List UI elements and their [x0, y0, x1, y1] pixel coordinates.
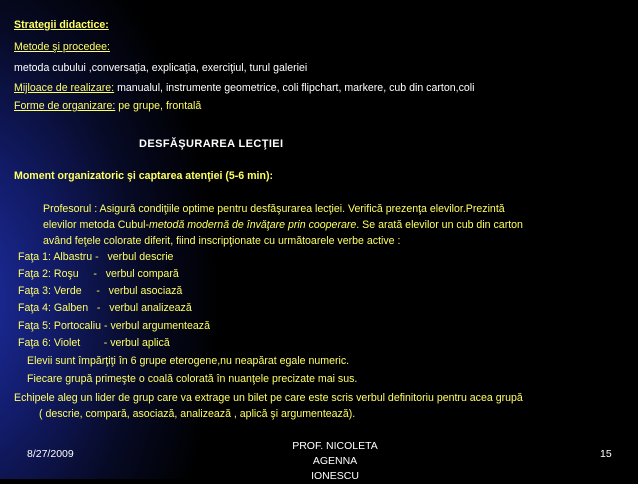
para1-line3: având feţele colorate diferit, fiind inscripţionate cu următoarele verbe active :: [43, 235, 401, 247]
echipele-line1: Echipele aleg un lider de grup care va extrage un bilet pe care este scris verbul definitoriu pentru acea grupă: [14, 392, 523, 404]
footer-author: [270, 439, 400, 484]
footer-author-line2: IONESCU: [311, 470, 359, 482]
lesson-heading: DESFĂŞURAREA LECŢIEI: [139, 138, 284, 150]
echipele-line2: ( descrie, compară, asociază, analizează , aplică şi argumentează).: [39, 408, 356, 420]
forme-line: [14, 100, 201, 113]
face-5: Faţa 5: Portocaliu - verbul argumentează: [18, 320, 210, 332]
footer-date: 8/27/2009: [27, 448, 74, 460]
strategii-heading: Strategii didactice:: [14, 19, 109, 31]
face-4: Faţa 4: Galben - verbul analizează: [18, 302, 192, 314]
mijloace-label: Mijloace de realizare:: [14, 82, 115, 94]
face-2: Faţa 2: Roşu - verbul compară: [18, 268, 179, 280]
footer-author-line1: PROF. NICOLETA AGENNA: [292, 440, 378, 467]
metode-text: metoda cubului ,conversaţia, explicaţia, exerciţiul, turul galeriei: [14, 62, 308, 74]
moment-heading: Moment organizatoric şi captarea atenţiei (5-6 min):: [14, 170, 274, 182]
para1-line1: Profesorul : Asigură condiţiile optime pentru desfăşurarea lecţiei. Verifică prezenţa elevilor.Prezintă: [43, 203, 505, 215]
para1-line2-italic: metodă modernă de învăţare prin cooperare: [149, 219, 357, 231]
fiecare-line: Fiecare grupă primeşte o coală colorată în nuanţele precizate mai sus.: [27, 373, 358, 385]
footer-page-number: 15: [600, 448, 612, 460]
face-3: Faţa 3: Verde - verbul asociază: [18, 285, 183, 297]
face-6: Faţa 6: Violet - verbul aplică: [18, 337, 170, 349]
para1-line2-c: . Se arată elevilor un cub din carton: [356, 219, 523, 231]
face-1: Faţa 1: Albastru - verbul descrie: [18, 251, 174, 263]
mijloace-text: manualul, instrumente geometrice, coli flipchart, markere, cub din carton,coli: [117, 82, 475, 94]
metode-label: Metode şi procedee:: [14, 41, 110, 53]
mijloace-line: [14, 82, 474, 95]
forme-text: pe grupe, frontală: [118, 100, 202, 112]
para1-line2: [43, 219, 523, 232]
forme-label: Forme de organizare:: [14, 100, 116, 112]
para1-line2-a: elevilor metoda Cubul-: [43, 219, 149, 231]
elevii-line: Elevii sunt împărţiţi în 6 grupe eterogene,nu neapărat egale numeric.: [27, 355, 350, 367]
